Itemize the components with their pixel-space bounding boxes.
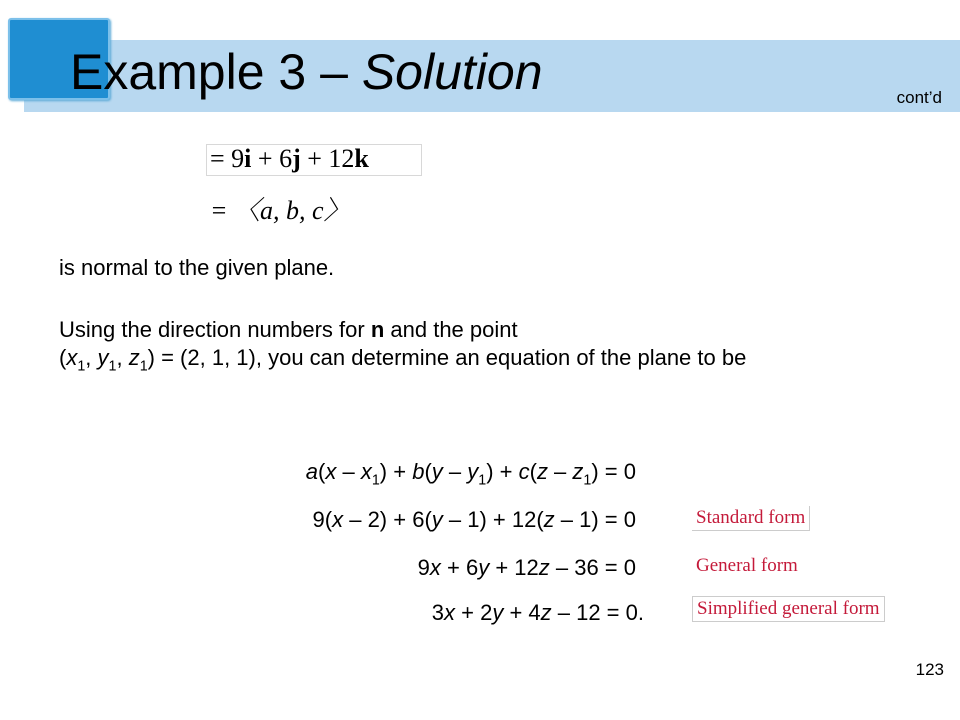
equation-standard: 9(x – 2) + 6(y – 1) + 12(z – 1) = 0 (312, 507, 636, 532)
paragraph-normal: is normal to the given plane. (59, 255, 335, 280)
point-values: = (2, 1, 1 (154, 345, 249, 370)
equation-general-formula: $a(x - x_1) + b(y - y_1) + c(z - z_1) = 0$ (305, 459, 636, 489)
title-italic: Solution (361, 44, 543, 100)
page-title (70, 42, 543, 102)
annotation-simplified-form: Simplified general form (692, 596, 885, 622)
page-number: 123 (915, 660, 944, 679)
equation-general: 9x + 6y + 12z – 36 = 0 (417, 555, 636, 580)
title-main: Example 3 – (70, 44, 362, 100)
equation-simplified: 3x + 2y + 4z – 12 = 0. (431, 600, 644, 625)
paragraph-direction-numbers: Using the direction numbers for n and the point ($x_1$, $y_1$, $z_1) = (2$, 1, 1), you can determine an equation of the plane to be (59, 317, 747, 375)
vector-line-1: = 9i + 6j + 12k (210, 144, 369, 173)
annotation-general-form: General form (696, 555, 798, 576)
vector-line-2: = 〈a, b, c〉 (210, 196, 350, 225)
continued-label: cont’d (896, 88, 942, 107)
annotation-standard-form: Standard form (692, 506, 810, 531)
